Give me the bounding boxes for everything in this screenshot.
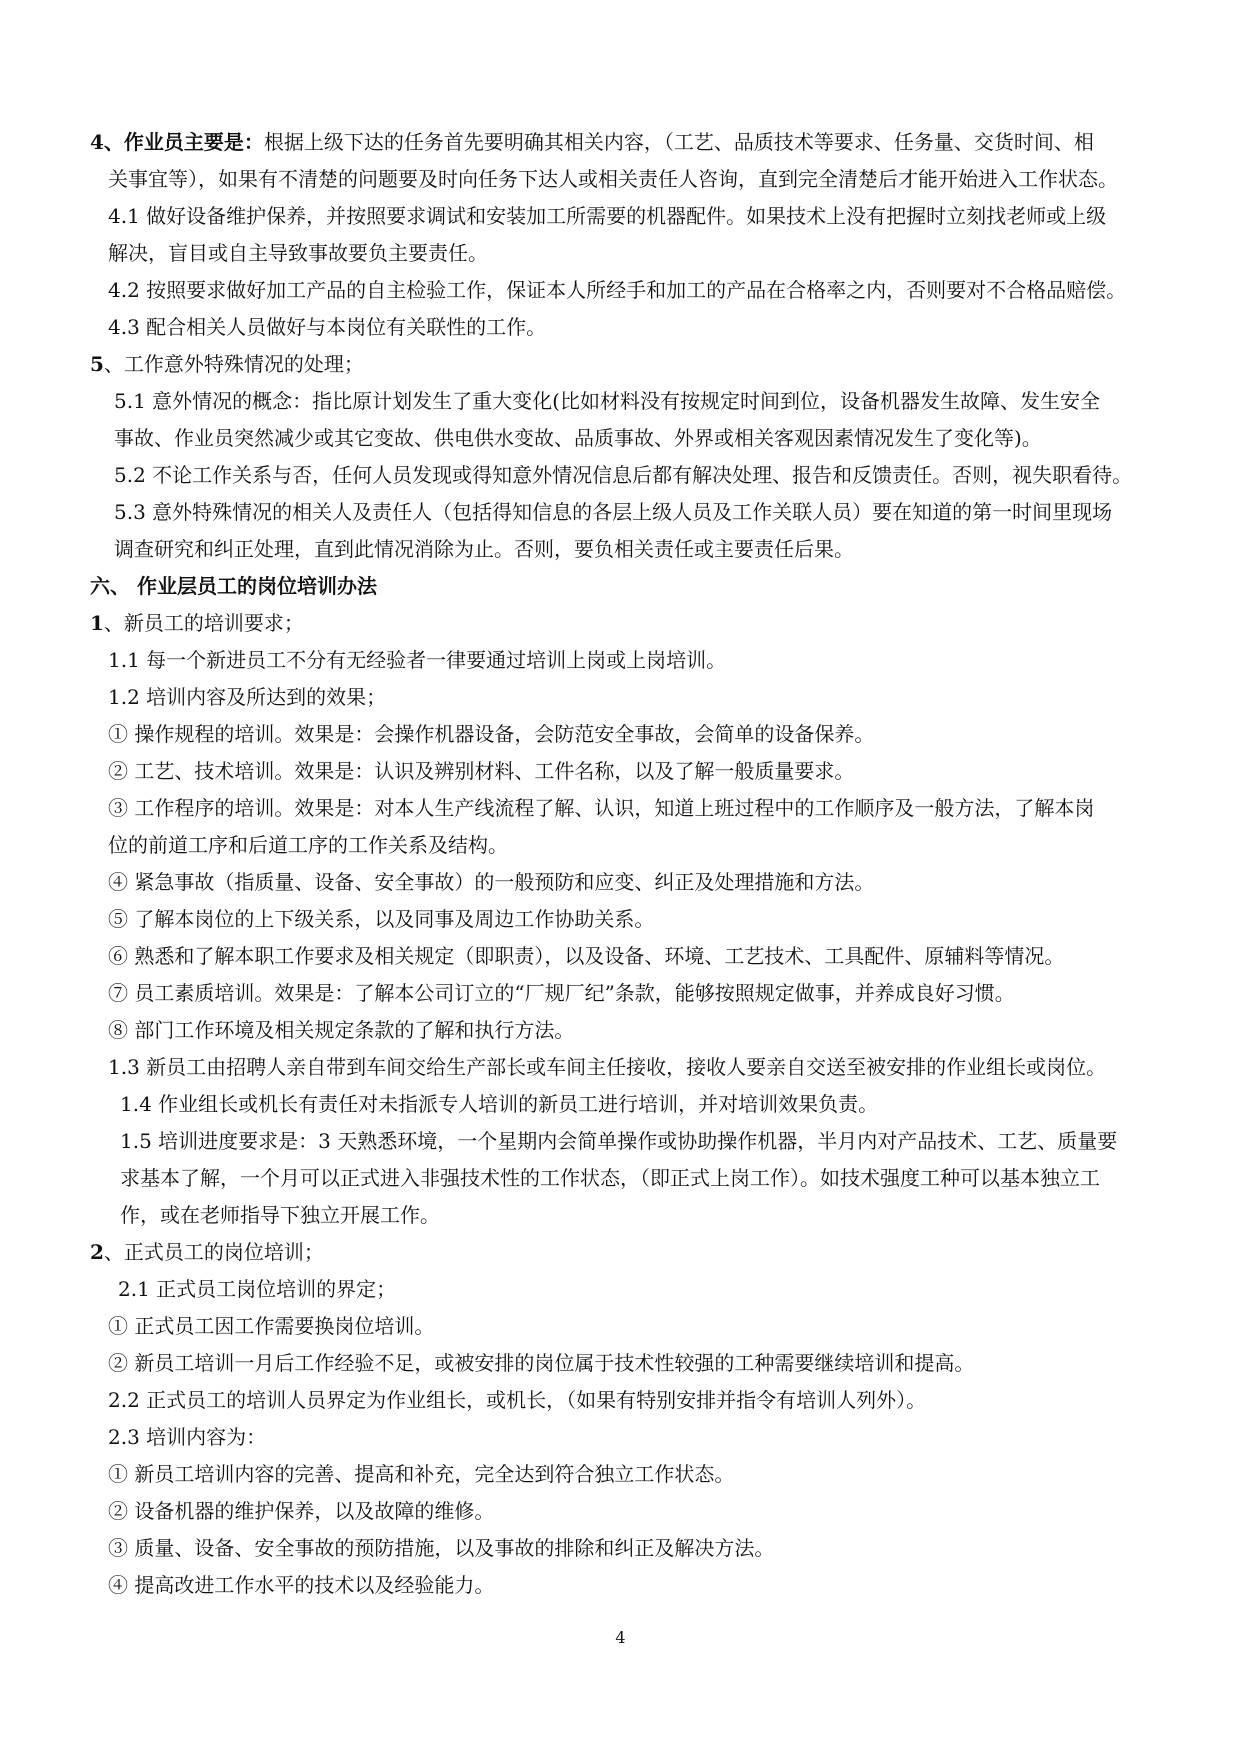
text-line bbox=[90, 420, 1190, 457]
text-line bbox=[90, 1012, 1190, 1049]
text-line bbox=[90, 1049, 1190, 1086]
text-line bbox=[90, 1456, 1190, 1493]
text-line bbox=[90, 1160, 1190, 1197]
line-text: ④ 提高改进工作水平的技术以及经验能力。 bbox=[108, 1573, 495, 1597]
line-text: 根据上级下达的任务首先要明确其相关内容，（工艺、品质技术等要求、任务量、交货时间、相 bbox=[263, 130, 1094, 154]
line-text: 求基本了解，一个月可以正式进入非强技术性的工作状态，（即正式上岗工作）。如技术强度工种可以基本独立工 bbox=[120, 1166, 1100, 1190]
text-line bbox=[90, 901, 1190, 938]
line-text: ⑥ 熟悉和了解本职工作要求及相关规定（即职责），以及设备、环境、工艺技术、工具配件、原辅料等情况。 bbox=[108, 944, 1065, 968]
text-line bbox=[90, 309, 1190, 346]
line-text: 5.3 意外特殊情况的相关人及责任人（包括得知信息的各层上级人员及工作关联人员）要在知道的第一时间里现场 bbox=[114, 500, 1113, 524]
text-line bbox=[90, 1123, 1190, 1160]
line-text: ⑧ 部门工作环境及相关规定条款的了解和执行方法。 bbox=[108, 1018, 575, 1042]
text-line bbox=[90, 716, 1190, 753]
line-text: ⑦ 员工素质培训。效果是：了解本公司订立的“厂规厂纪”条款，能够按照规定做事，并养成良好习惯。 bbox=[108, 981, 1015, 1005]
text-line bbox=[90, 1271, 1190, 1308]
text-line bbox=[90, 1345, 1190, 1382]
line-text: ③ 工作程序的培训。效果是：对本人生产线流程了解、认识，知道上班过程中的工作顺序及一般方法，了解本岗 bbox=[108, 796, 1095, 820]
text-line bbox=[90, 679, 1190, 716]
line-text: 4.3 配合相关人员做好与本岗位有关联性的工作。 bbox=[108, 315, 547, 339]
line-text: ⑤ 了解本岗位的上下级关系，以及同事及周边工作协助关系。 bbox=[108, 907, 655, 931]
line-text: 作，或在老师指导下独立开展工作。 bbox=[120, 1203, 440, 1227]
line-text: 1.5 培训进度要求是：3 天熟悉环境，一个星期内会简单操作或协助操作机器，半月内对产品技术、工艺、质量要 bbox=[120, 1129, 1118, 1153]
line-text: ① 新员工培训内容的完善、提高和补充，完全达到符合独立工作状态。 bbox=[108, 1462, 735, 1486]
text-line bbox=[90, 161, 1190, 198]
text-line bbox=[90, 346, 1190, 383]
document-body bbox=[90, 124, 1190, 1604]
text-line bbox=[90, 642, 1190, 679]
text-line bbox=[90, 753, 1190, 790]
text-line bbox=[90, 457, 1190, 494]
text-line bbox=[90, 124, 1190, 161]
line-text: 2.2 正式员工的培训人员界定为作业组长，或机长，（如果有特别安排并指令有培训人列外）。 bbox=[108, 1388, 927, 1412]
line-text: ② 设备机器的维护保养，以及故障的维修。 bbox=[108, 1499, 495, 1523]
line-text: ① 操作规程的培训。效果是：会操作机器设备，会防范安全事故，会简单的设备保养。 bbox=[108, 722, 875, 746]
line-text: 事故、作业员突然减少或其它变故、供电供水变故、品质事故、外界或相关客观因素情况发生了变化等)。 bbox=[114, 426, 1042, 450]
line-text: ③ 质量、设备、安全事故的预防措施，以及事故的排除和纠正及解决方法。 bbox=[108, 1536, 775, 1560]
text-line bbox=[90, 568, 1190, 605]
bold-heading: 4、作业员主要是： bbox=[90, 130, 264, 154]
text-line bbox=[90, 235, 1190, 272]
bold-heading: 六、 作业层员工的岗位培训办法 bbox=[90, 574, 377, 598]
bold-heading: 1 bbox=[90, 611, 104, 635]
text-line bbox=[90, 1197, 1190, 1234]
bold-heading: 2 bbox=[90, 1240, 104, 1264]
line-text: ② 新员工培训一月后工作经验不足，或被安排的岗位属于技术性较强的工种需要继续培训和提高。 bbox=[108, 1351, 975, 1375]
text-line bbox=[90, 531, 1190, 568]
text-line bbox=[90, 1308, 1190, 1345]
line-text: 关事宜等），如果有不清楚的问题要及时向任务下达人或相关责任人咨询，直到完全清楚后才能开始进入工作状态。 bbox=[108, 167, 1118, 191]
text-line bbox=[90, 790, 1190, 827]
line-text: 、新员工的培训要求； bbox=[103, 611, 304, 635]
text-line bbox=[90, 975, 1190, 1012]
text-line bbox=[90, 1419, 1190, 1456]
text-line bbox=[90, 1493, 1190, 1530]
line-text: ① 正式员工因工作需要换岗位培训。 bbox=[108, 1314, 435, 1338]
line-text: 4.2 按照要求做好加工产品的自主检验工作，保证本人所经手和加工的产品在合格率之内，否则要对不合格品赔偿。 bbox=[108, 278, 1127, 302]
line-text: 解决，盲目或自主导致事故要负主要责任。 bbox=[108, 241, 488, 265]
text-line bbox=[90, 383, 1190, 420]
text-line bbox=[90, 198, 1190, 235]
text-line bbox=[90, 864, 1190, 901]
text-line bbox=[90, 1382, 1190, 1419]
text-line bbox=[90, 1086, 1190, 1123]
bold-heading: 5 bbox=[90, 352, 104, 376]
line-text: ② 工艺、技术培训。效果是：认识及辨别材料、工件名称，以及了解一般质量要求。 bbox=[108, 759, 855, 783]
line-text: 1.3 新员工由招聘人亲自带到车间交给生产部长或车间主任接收，接收人要亲自交送至被安排的作业组长或岗位。 bbox=[108, 1055, 1107, 1079]
line-text: 5.2 不论工作关系与否，任何人员发现或得知意外情况信息后都有解决处理、报告和反馈责任。否则，视失职看待。 bbox=[114, 463, 1133, 487]
line-text: 1.1 每一个新进员工不分有无经验者一律要通过培训上岗或上岗培训。 bbox=[108, 648, 727, 672]
line-text: 2.3 培训内容为： bbox=[108, 1425, 267, 1449]
text-line bbox=[90, 938, 1190, 975]
line-text: 1.4 作业组长或机长有责任对未指派专人培训的新员工进行培训，并对培训效果负责。 bbox=[120, 1092, 879, 1116]
line-text: 4.1 做好设备维护保养，并按照要求调试和安装加工所需要的机器配件。如果技术上没有把握时立刻找老师或上级 bbox=[108, 204, 1107, 228]
text-line bbox=[90, 1567, 1190, 1604]
line-text: 、正式员工的岗位培训； bbox=[103, 1240, 324, 1264]
text-line bbox=[90, 827, 1190, 864]
text-line bbox=[90, 1530, 1190, 1567]
line-text: 5.1 意外情况的概念：指比原计划发生了重大变化(比如材料没有按规定时间到位，设备机器发生故障、发生安全 bbox=[114, 389, 1100, 413]
text-line bbox=[90, 605, 1190, 642]
line-text: 位的前道工序和后道工序的工作关系及结构。 bbox=[108, 833, 508, 857]
line-text: 、工作意外特殊情况的处理； bbox=[103, 352, 364, 376]
line-text: 2.1 正式员工岗位培训的界定； bbox=[118, 1277, 397, 1301]
line-text: 1.2 培训内容及所达到的效果； bbox=[108, 685, 387, 709]
line-text: ④ 紧急事故（指质量、设备、安全事故）的一般预防和应变、纠正及处理措施和方法。 bbox=[108, 870, 875, 894]
page-number: 4 bbox=[615, 1628, 626, 1647]
text-line bbox=[90, 494, 1190, 531]
line-text: 调查研究和纠正处理，直到此情况消除为止。否则，要负相关责任或主要责任后果。 bbox=[114, 537, 854, 561]
text-line bbox=[90, 272, 1190, 309]
text-line bbox=[90, 1234, 1190, 1271]
